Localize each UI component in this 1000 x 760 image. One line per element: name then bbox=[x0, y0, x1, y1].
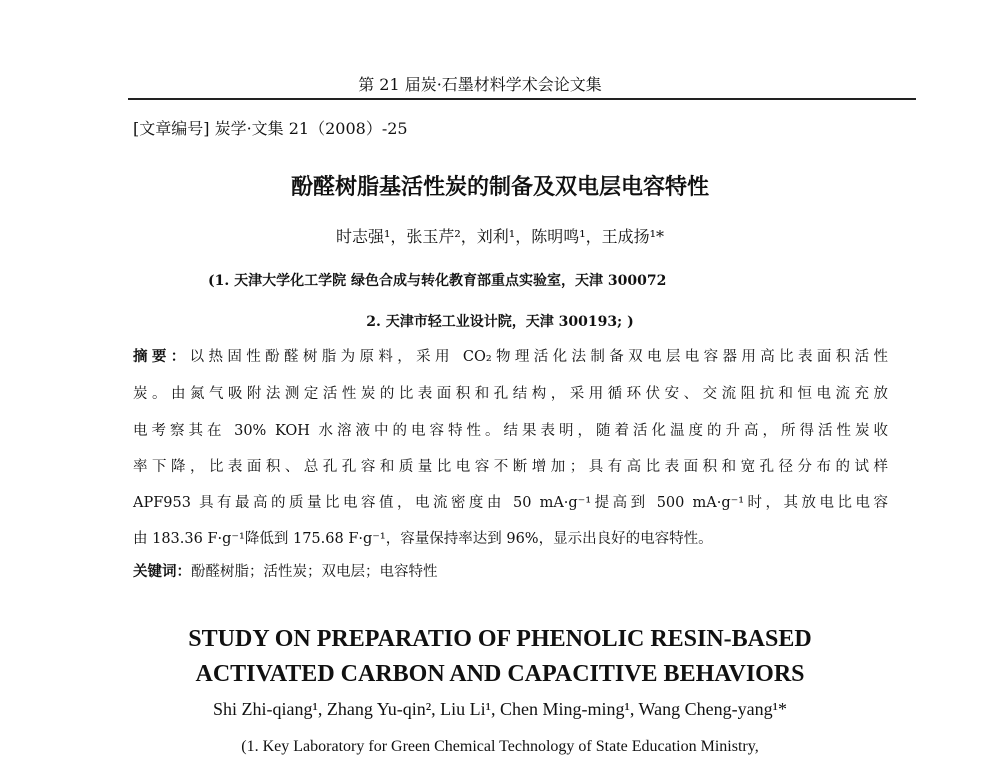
abstract-line: 电考察其在 30% KOH 水溶液中的电容特性。结果表明，随着活化温度的升高，所得活性炭收 bbox=[133, 423, 888, 439]
chinese-affiliation-2: 2. 天津市轻工业设计院，天津 300193; ) bbox=[366, 314, 634, 330]
article-number: [文章编号] 炭学·文集 21（2008）-25 bbox=[133, 119, 408, 138]
keywords-label: 关键词： bbox=[133, 563, 191, 580]
header-rule bbox=[128, 98, 916, 100]
english-title-line-1: STUDY ON PREPARATIO OF PHENOLIC RESIN-BASED bbox=[188, 626, 812, 652]
keywords-text: 酚醛树脂；活性炭；双电层；电容特性 bbox=[191, 564, 438, 580]
chinese-title: 酚醛树脂基活性炭的制备及双电层电容特性 bbox=[290, 174, 709, 200]
english-authors: Shi Zhi-qiang¹, Zhang Yu-qin², Liu Li¹, Chen Ming-ming¹, Wang Cheng-yang¹* bbox=[213, 699, 787, 719]
abstract-label: 摘要： bbox=[133, 348, 190, 365]
abstract-text: 以热固性酚醛树脂为原料，采用 CO₂物理活化法制备双电层电容器用高比表面积活性 bbox=[189, 349, 888, 365]
running-head: 第 21 届炭·石墨材料学术会论文集 bbox=[358, 75, 602, 94]
abstract-line: 由 183.36 F·g⁻¹降低到 175.68 F·g⁻¹，容量保持率达到 96%，显示出良好的电容特性。 bbox=[133, 531, 713, 547]
chinese-authors: 时志强¹，张玉芹²，刘利¹，陈明鸣¹，王成扬¹* bbox=[335, 227, 665, 246]
abstract-line: 炭。由氮气吸附法测定活性炭的比表面积和孔结构，采用循环伏安、交流阻抗和恒电流充放 bbox=[133, 386, 888, 402]
abstract-line: APF953 具有最高的质量比电容值，电流密度由 50 mA·g⁻¹提高到 500 mA·g⁻¹时，其放电比电容 bbox=[133, 495, 888, 511]
english-affiliation-1: (1. Key Laboratory for Green Chemical Technology of State Education Ministry, bbox=[241, 738, 759, 755]
abstract-line: 率下降，比表面积、总孔孔容和质量比电容不断增加；具有高比表面积和宽孔径分布的试样 bbox=[133, 459, 888, 475]
abstract-line bbox=[133, 345, 888, 366]
chinese-affiliation-1: (1. 天津大学化工学院 绿色合成与转化教育部重点实验室，天津 300072 bbox=[208, 273, 667, 289]
keywords bbox=[133, 560, 438, 581]
english-title-line-2: ACTIVATED CARBON AND CAPACITIVE BEHAVIORS bbox=[195, 661, 805, 687]
